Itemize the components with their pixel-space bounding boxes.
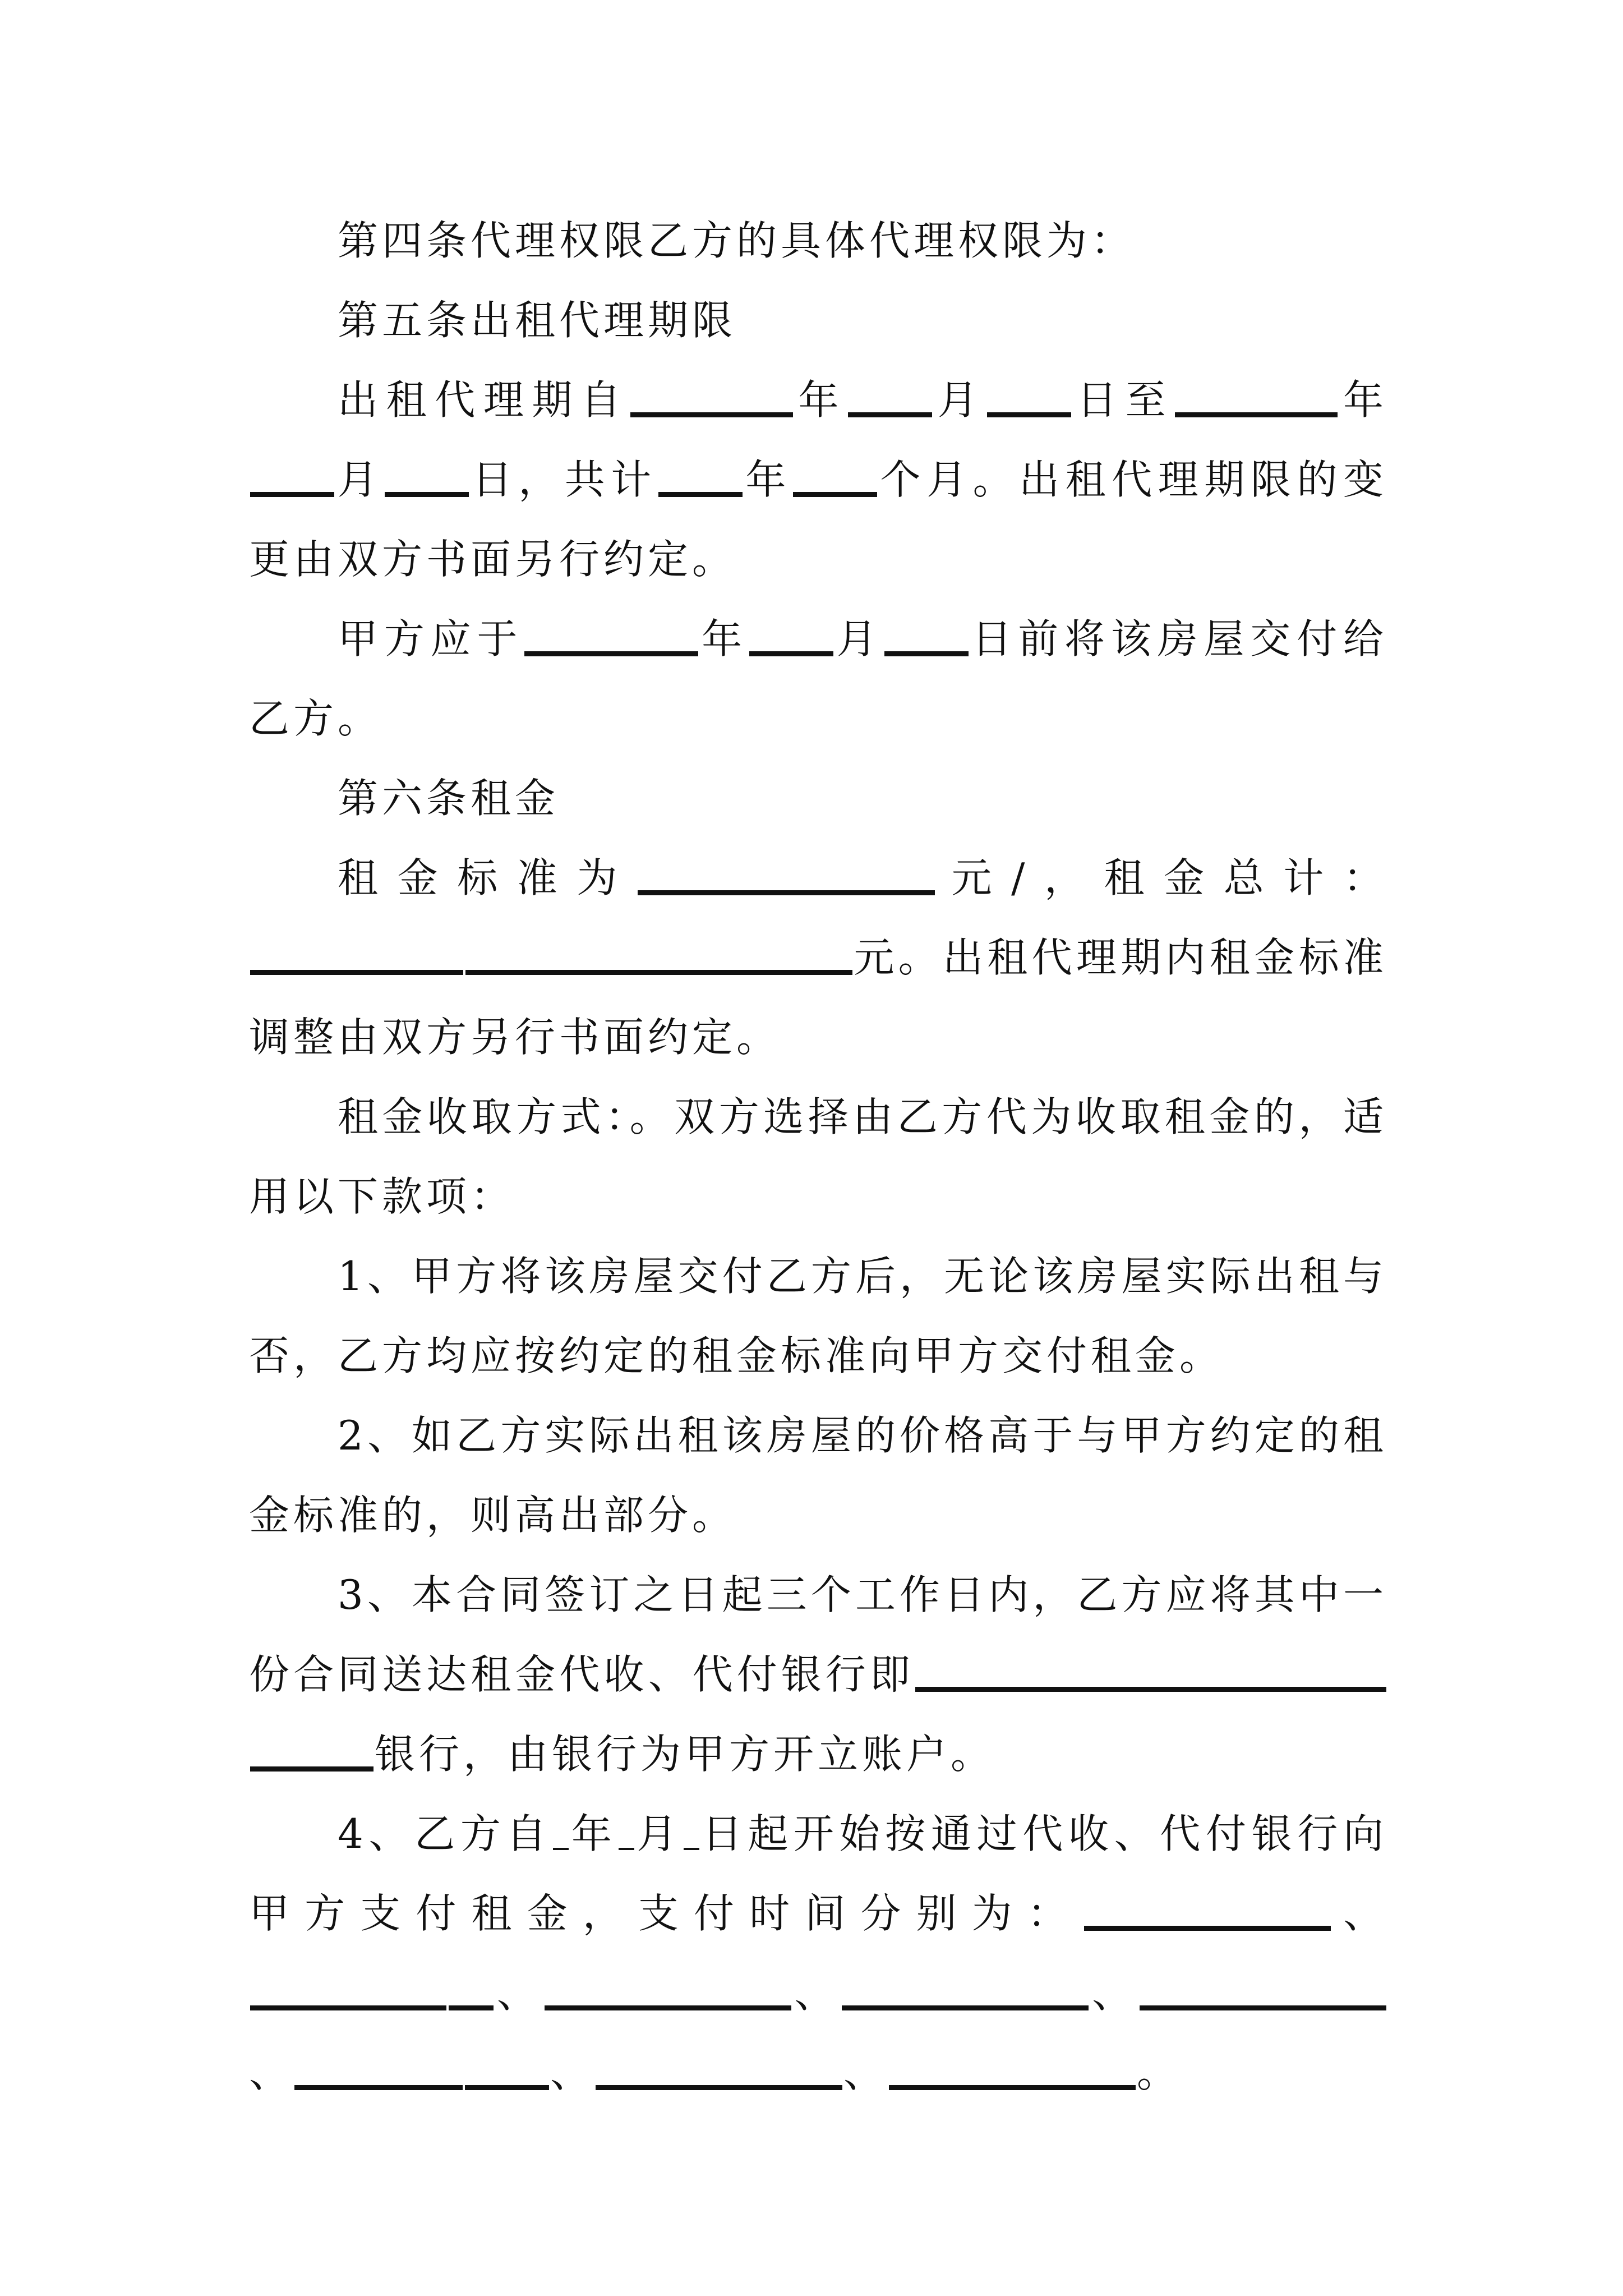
term-text: 月 (933, 376, 986, 424)
separator: 、 (1331, 1890, 1387, 1937)
blank-delivery-day (884, 646, 969, 656)
article-4-paragraph (249, 201, 1387, 280)
document-body (249, 201, 1387, 2113)
separator: 、 (1090, 1970, 1138, 2017)
item-2-paragraph (249, 1396, 1387, 1555)
delivery-text: 月 (834, 615, 883, 662)
blank-bank-name-2 (250, 1761, 374, 1772)
blank-pay-date-2b (449, 2000, 494, 2010)
blank-delivery-month (749, 646, 833, 656)
blank-total-years (658, 486, 743, 497)
blank-delivery-year (524, 646, 698, 656)
blank-pay-year (553, 1846, 569, 1850)
article-6-title: 第六条租金 (338, 775, 560, 822)
separator: 、 (843, 2049, 888, 2096)
item-4-text: 日起开始按通过代收、代付银行向甲方支付租金，支付时间分别为： (249, 1810, 1387, 1937)
separator: 、 (495, 1970, 543, 2017)
rent-text: 元。出租代理期内租金标准调整由双方另行书面约定。 (249, 934, 1387, 1061)
blank-start-day (987, 407, 1071, 417)
delivery-text: 甲方应于 (338, 615, 524, 662)
item-4-text: 月 (635, 1810, 683, 1857)
term-text: 出租代理期自 (338, 376, 629, 424)
blank-total-months (793, 486, 877, 497)
blank-pay-date-1 (1084, 1920, 1331, 1931)
blank-pay-date-6b (465, 2079, 549, 2090)
blank-rent-total-2 (465, 964, 852, 975)
delivery-paragraph (249, 599, 1387, 758)
blank-bank-name-1 (915, 1681, 1386, 1692)
blank-rent-total-1 (250, 964, 463, 975)
term-text: 年 (1339, 376, 1387, 424)
item-3-text: 银行，由银行为甲方开立账户。 (375, 1731, 995, 1778)
blank-end-month (250, 486, 334, 497)
separator: 、 (792, 1970, 841, 2017)
item-4-text: 4、乙方自 (338, 1810, 552, 1857)
blank-pay-date-5 (1140, 2000, 1386, 2010)
rent-text: 租金标准为 (338, 854, 637, 901)
rent-paragraph (249, 838, 1387, 1077)
blank-start-year (630, 407, 793, 417)
blank-start-month (848, 407, 932, 417)
blank-pay-date-6 (294, 2079, 463, 2090)
item-1-paragraph (249, 1236, 1387, 1396)
item-4-paragraph (249, 1794, 1387, 2113)
blank-end-day (385, 486, 469, 497)
collection-text: 租金收取方式：。双方选择由乙方代为收取租金的，适用以下款项： (249, 1093, 1387, 1220)
blank-pay-date-3 (545, 2000, 791, 2010)
blank-pay-date-7 (596, 2079, 842, 2090)
delivery-text: 日前将该房屋交付给乙方。 (249, 615, 1387, 742)
blank-pay-date-4 (842, 2000, 1089, 2010)
blank-pay-date-8 (889, 2079, 1136, 2090)
blank-pay-month (619, 1846, 634, 1850)
blank-end-year (1175, 407, 1338, 417)
delivery-text: 年 (699, 615, 748, 662)
term-text: 日至 (1072, 376, 1174, 424)
article-4-text: 第四条代理权限乙方的具体代理权限为： (338, 217, 1136, 264)
item-2-text: 2、如乙方实际出租该房屋的价格高于与甲方约定的租金标准的，则高出部分。 (249, 1412, 1387, 1539)
term-text: 个月。出租代理期限的变更由双方书面另行约定。 (249, 456, 1387, 583)
blank-pay-day (684, 1846, 699, 1850)
term-text: 日，共计 (470, 456, 657, 503)
term-text: 月 (335, 456, 384, 503)
separator: 、 (550, 2049, 595, 2096)
item-4-text: 年 (570, 1810, 617, 1857)
article-5-heading (249, 280, 1387, 360)
agency-term-paragraph (249, 360, 1387, 599)
separator: 、 (249, 2049, 294, 2096)
collection-paragraph (249, 1077, 1387, 1236)
rent-text: 元/，租金总计： (935, 854, 1387, 901)
article-5-title: 第五条出租代理期限 (338, 297, 737, 344)
item-1-text: 1、甲方将该房屋交付乙方后，无论该房屋实际出租与否，乙方均应按约定的租金标准向甲方交付租金。 (249, 1253, 1387, 1379)
term-text: 年 (743, 456, 792, 503)
term-text: 年 (794, 376, 847, 424)
blank-pay-date-2 (250, 2000, 446, 2010)
blank-rent-standard (638, 885, 935, 895)
article-6-heading (249, 758, 1387, 838)
period: 。 (1137, 2049, 1182, 2096)
item-3-text: 3、本合同签订之日起三个工作日内，乙方应将其中一份合同送达租金代收、代付银行即 (249, 1571, 1387, 1698)
item-3-paragraph (249, 1555, 1387, 1794)
